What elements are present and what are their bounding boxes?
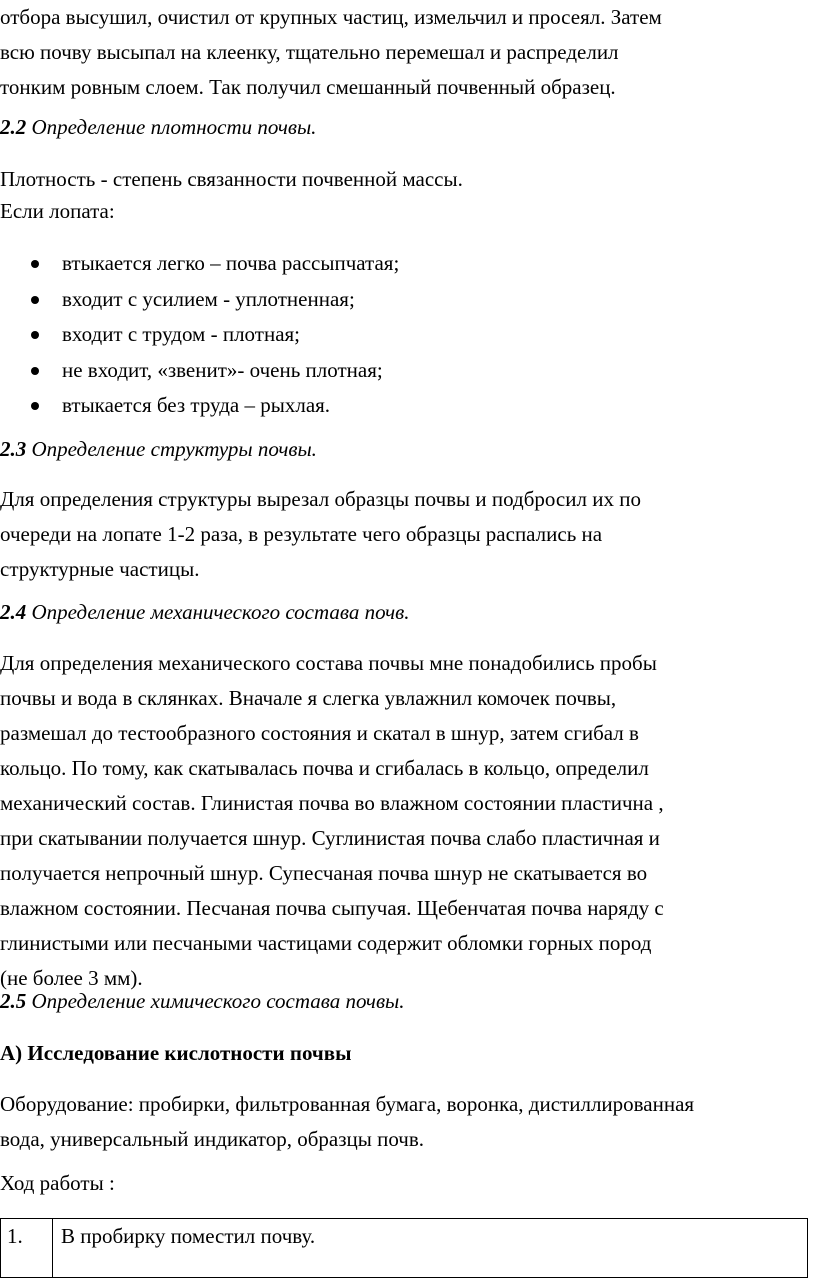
list-item-text: не входит, «звенит»- очень плотная;	[62, 357, 383, 382]
body-line: Оборудование: пробирки, фильтрованная бумага, воронка, дистиллированная	[0, 1092, 695, 1116]
intro-line: отбора высушил, очистил от крупных частиц, измельчил и просеял. Затем	[0, 5, 662, 29]
intro-line: тонким ровным слоем. Так получил смешанный почвенный образец.	[0, 75, 616, 99]
body-line: влажном состоянии. Песчаная почва сыпучая. Щебенчатая почва наряду с	[0, 896, 664, 920]
body-line: Для определения механического состава почвы мне понадобились пробы	[0, 651, 657, 675]
section-number: 2.5	[0, 989, 27, 1013]
section-number: 2.3	[0, 437, 27, 461]
intro-paragraph	[0, 0, 662, 105]
section-2-3-body	[0, 482, 641, 587]
body-line: при скатывании получается шнур. Суглинистая почва слабо пластичная и	[0, 826, 660, 850]
body-line: глинистыми или песчаными частицами содержит обломки горных пород	[0, 931, 652, 955]
bullet-icon	[31, 331, 39, 339]
list-item-text: входит с трудом - плотная;	[62, 322, 301, 346]
intro-line: всю почву высыпал на клеенку, тщательно перемешал и распределил	[0, 40, 619, 64]
section-title: Определение плотности почвы.	[26, 115, 317, 139]
step-number-cell: 1.	[1, 1219, 53, 1278]
section-number: 2.2	[0, 115, 27, 139]
body-line: Для определения структуры вырезал образцы почвы и подбросил их по	[0, 487, 641, 511]
section-title: Определение структуры почвы.	[26, 437, 317, 461]
body-line: очереди на лопате 1-2 раза, в результате чего образцы распались на	[0, 522, 603, 546]
body-line: размешал до тестообразного состояния и скатал в шнур, затем сгибал в	[0, 721, 639, 745]
bullet-icon	[31, 296, 39, 304]
body-line: (не более 3 мм).	[0, 966, 143, 990]
body-line: кольцо. По тому, как скатывалась почва и сгибалась в кольцо, определил	[0, 756, 649, 780]
section-2-4-body	[0, 646, 664, 996]
section-2-5-heading	[0, 984, 405, 1019]
body-line: получается непрочный шнур. Супесчаная почва шнур не скатывается во	[0, 861, 648, 885]
list-item-text: втыкается легко – почва рассыпчатая;	[62, 251, 400, 275]
body-line: структурные частицы.	[0, 557, 200, 581]
table-row	[1, 1219, 808, 1278]
section-2-2-heading	[0, 110, 316, 145]
section-number: 2.4	[0, 600, 27, 624]
procedure-steps-table	[0, 1218, 808, 1278]
section-title: Определение механического состава почв.	[26, 600, 410, 624]
step-text-cell: В пробирку поместил почву.	[53, 1219, 808, 1278]
body-line: почвы и вода в склянках. Вначале я слегка увлажнил комочек почвы,	[0, 686, 617, 710]
bullet-icon	[31, 260, 39, 268]
section-2-3-heading	[0, 432, 317, 467]
list-item-text: входит с усилием - уплотненная;	[62, 286, 355, 311]
acidity-subheading: А) Исследование кислотности почвы	[0, 1041, 352, 1065]
section-title: Определение химического состава почвы.	[26, 989, 405, 1013]
section-2-4-heading	[0, 595, 410, 630]
body-line: Плотность - степень связанности почвенной массы.	[0, 167, 463, 191]
list-item-text: втыкается без труда – рыхлая.	[62, 393, 331, 417]
body-line: Если лопата:	[0, 199, 115, 223]
body-line: механический состав. Глинистая почва во влажном состоянии пластична ,	[0, 791, 664, 815]
bullet-icon	[31, 367, 39, 375]
section-2-2-body	[0, 163, 463, 227]
bullet-icon	[31, 402, 39, 410]
procedure-label: Ход работы :	[0, 1171, 115, 1195]
equipment-paragraph	[0, 1087, 694, 1157]
body-line: вода, универсальный индикатор, образцы почв.	[0, 1127, 425, 1151]
